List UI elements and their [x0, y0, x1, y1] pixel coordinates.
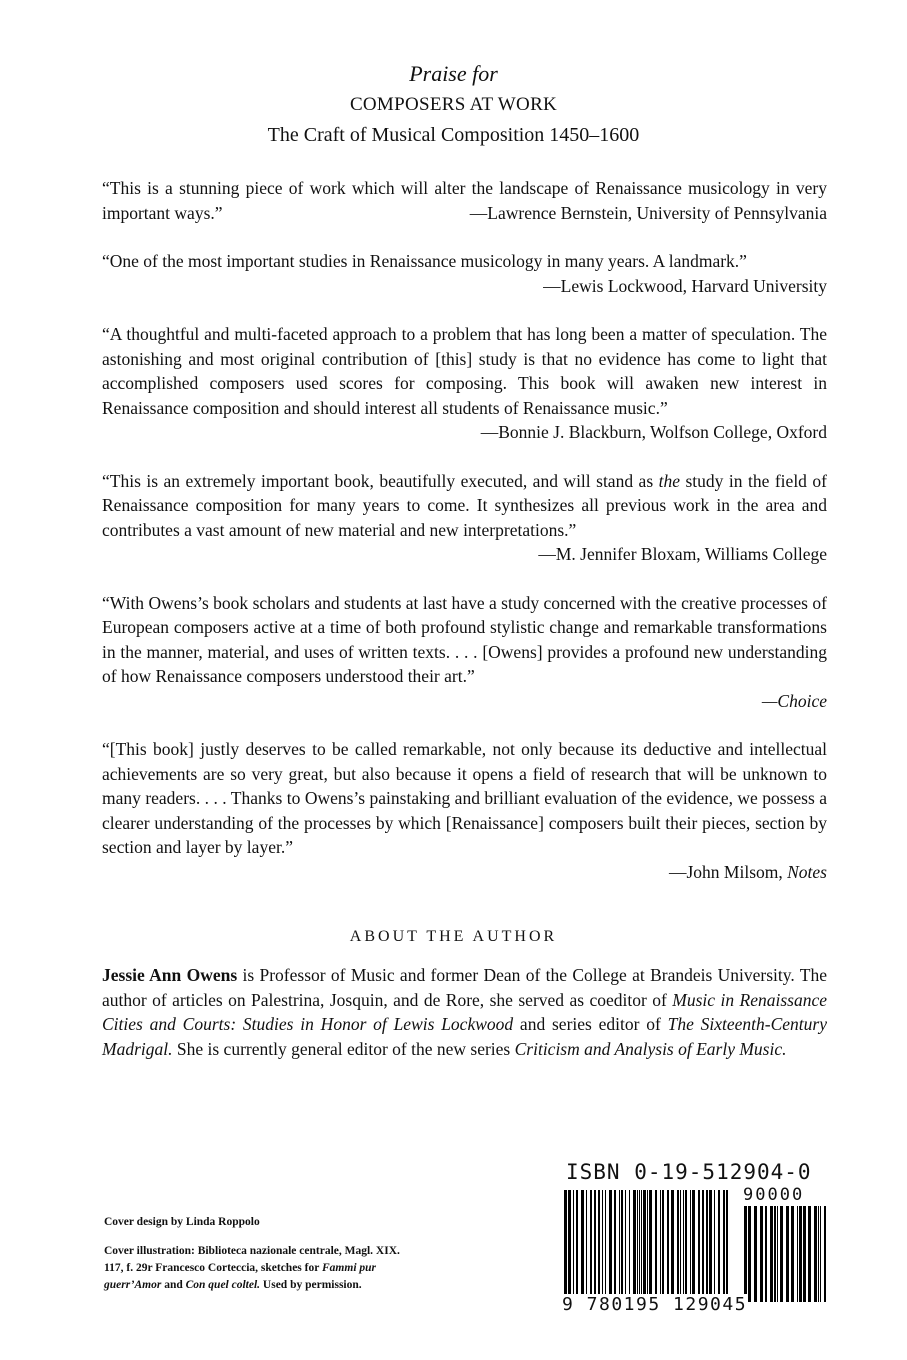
barcode-bar: [744, 1206, 747, 1302]
quote-3: [102, 322, 827, 445]
author-name: Jessie Ann Owens: [102, 965, 238, 985]
barcode-bar: [564, 1190, 567, 1300]
barcode-bar: [643, 1190, 646, 1300]
barcode-bar: [780, 1206, 783, 1302]
barcode-bar: [586, 1190, 587, 1300]
barcode-bar: [760, 1206, 763, 1302]
barcode-bar: [770, 1206, 773, 1302]
barcode-bar: [714, 1190, 715, 1300]
barcode-bar: [594, 1190, 596, 1300]
quote-4: [102, 469, 827, 567]
isbn-label: ISBN 0-19-512904-0: [566, 1160, 812, 1184]
barcode-bar: [702, 1190, 704, 1300]
ean-digits: 9 780195 129045: [562, 1294, 748, 1315]
barcode-bar: [667, 1190, 669, 1300]
quote-text: “One of the most important studies in Renaissance musicology in many years. A landmark.”: [102, 251, 747, 271]
credit-text: Cover illustration: Biblioteca nazionale centrale, Magl. XIX. 117, f. 29r Francesco Corteccia, sketches for: [104, 1245, 400, 1274]
barcode-bar: [660, 1190, 661, 1300]
about-text-part: is Professor of Music and former Dean of the College at Brandeis University. The author of articles on Palestrina, Josquin, and de Rore, she served as coeditor of: [102, 965, 827, 1010]
barcode-bar: [619, 1190, 620, 1300]
cover-credits: [104, 1214, 404, 1306]
credit-text: and: [161, 1279, 186, 1291]
credit-text: Used by permission.: [260, 1279, 362, 1291]
barcode-bar: [621, 1190, 623, 1300]
book-subtitle: The Craft of Musical Composition 1450–1600: [267, 124, 640, 146]
quote-emphasis: the: [658, 470, 681, 491]
praise-quotes: [102, 176, 827, 908]
barcode-bar: [685, 1190, 687, 1300]
quote-6: [102, 737, 827, 884]
barcode-bar: [655, 1190, 657, 1300]
book-title-italic: Music in Renaissance Cities and Courts: Studies in Honor of Lewis Lockwood: [102, 989, 827, 1034]
barcode-bar: [748, 1206, 751, 1302]
barcode-bar: [690, 1190, 691, 1300]
barcode-bar: [709, 1190, 712, 1300]
about-text-part: She is currently general editor of the new series: [172, 1038, 515, 1059]
barcode-bar: [723, 1190, 725, 1300]
barcode-bar: [791, 1206, 794, 1302]
barcode-bar: [718, 1190, 720, 1300]
quote-source-italic: —Choice: [761, 690, 827, 711]
barcode-bar: [680, 1190, 681, 1300]
barcode-bar: [598, 1190, 600, 1300]
quote-1: [102, 176, 827, 225]
quote-attribution: [102, 860, 827, 885]
barcode-bar: [777, 1206, 778, 1302]
quote-text: “With Owens’s book scholars and students at last have a study concerned with the creative processes of European composers active at a time of both profound stylistic change and remarkable transformations in the manner, material, and uses of written texts. . . . [Owens] provides a profound new understanding of how Renaissance composers understood their art.”: [102, 592, 827, 686]
barcode-bar: [568, 1190, 571, 1300]
quote-text-part: study in the field of Renaissance composition for many years to come. It synthesizes all previous work in the area and contributes a vast amount of new material and new interpretations.”: [102, 470, 827, 540]
barcode-bar: [683, 1190, 684, 1300]
quote-5: [102, 591, 827, 714]
barcode-bar: [625, 1190, 626, 1300]
barcode-bar: [662, 1190, 664, 1300]
barcode-bar: [774, 1206, 776, 1302]
book-title-italic: Criticism and Analysis of Early Music.: [514, 1038, 787, 1059]
quote-text-part: “This is an extremely important book, beautifully executed, and will stand as: [102, 470, 659, 491]
barcode-bar: [573, 1190, 574, 1300]
barcode-bar: [814, 1206, 817, 1302]
quote-attribution: —M. Jennifer Bloxam, Williams College: [538, 544, 827, 564]
barcode-bar: [818, 1206, 819, 1302]
cover-illustration-credit: [104, 1243, 404, 1294]
quote-text: “[This book] justly deserves to be called remarkable, not only because its deductive and intellectual achievements are so very great, but also because it opens a field of research that will be unknown to many readers. . . . Thanks to Owens’s painstaking and brilliant evaluation of the evidence, we possess a clearer understanding of the processes by which [Renaissance] composers built their pieces, section by section and layer by layer.”: [102, 739, 827, 857]
barcode-bar: [647, 1190, 648, 1300]
barcode-bar: [803, 1206, 806, 1302]
credit-italic: Fammi pur guerr’Amor: [104, 1262, 377, 1291]
barcode-bar: [576, 1190, 578, 1300]
barcode-bar: [641, 1190, 642, 1300]
quote-source-italic: Notes: [787, 861, 827, 882]
about-text-part: and series editor of: [513, 1014, 668, 1034]
barcode-bar: [765, 1206, 767, 1302]
barcode-bar: [633, 1190, 636, 1300]
barcode-bar: [637, 1190, 638, 1300]
price-code: 90000: [743, 1185, 805, 1205]
cover-design-credit: Cover design by Linda Roppolo: [104, 1216, 260, 1228]
barcode-bar: [820, 1206, 821, 1302]
barcode-bar: [706, 1190, 708, 1300]
addon-barcode-bars: [742, 1206, 827, 1302]
quote-attribution: —Lawrence Bernstein, University of Pennsylvania: [469, 202, 827, 223]
quote-text: “This is a stunning piece of work which will alter the landscape of Renaissance musicology in very important ways.”: [102, 178, 827, 223]
quote-text: “A thoughtful and multi-faceted approach to a problem that has long been a matter of speculation. The astonishing and most original contribution of [this] study is that no evidence has come to light that accomplished composers used scores for composing. This book will awaken new interest in Renaissance composition and should interest all students of Renaissance music.”: [102, 324, 827, 418]
praise-label: Praise for: [409, 61, 498, 86]
barcode-bar: [799, 1206, 802, 1302]
barcode-bar: [786, 1206, 789, 1302]
barcode-bar: [824, 1206, 826, 1302]
barcode-bar: [754, 1206, 757, 1302]
barcode-bar: [671, 1190, 674, 1300]
credit-italic: Con quel coltel.: [185, 1279, 261, 1291]
barcode-bar: [605, 1190, 606, 1300]
barcode-bar: [639, 1190, 640, 1300]
quote-attribution: —Bonnie J. Blackburn, Wolfson College, Oxford: [480, 422, 827, 442]
barcode-bar: [692, 1190, 695, 1300]
book-title-italic: The Sixteenth-Century Madrigal.: [102, 1014, 827, 1059]
quote-attribution: —Lewis Lockwood, Harvard University: [543, 275, 827, 296]
barcode-bar: [614, 1190, 616, 1300]
book-title: COMPOSERS AT WORK: [349, 94, 558, 115]
about-heading: ABOUT THE AUTHOR: [349, 928, 558, 945]
barcode-bar: [649, 1190, 652, 1300]
ean-barcode-bars: [562, 1190, 732, 1300]
quote-attribution-prefix: —John Milsom,: [668, 861, 788, 882]
barcode-bar: [609, 1190, 612, 1300]
barcode-bar: [629, 1190, 630, 1300]
barcode: [562, 1160, 827, 1320]
barcode-bar: [602, 1190, 603, 1300]
barcode-bar: [797, 1206, 798, 1302]
barcode-bar: [698, 1190, 700, 1300]
barcode-bar: [677, 1190, 679, 1300]
quote-2: [102, 249, 827, 298]
barcode-bar: [581, 1190, 584, 1300]
barcode-bar: [590, 1190, 592, 1300]
quote-attribution: [102, 689, 827, 714]
about-author: [102, 963, 827, 1061]
header: [0, 58, 907, 150]
barcode-bar: [808, 1206, 811, 1302]
barcode-bar: [726, 1190, 728, 1300]
